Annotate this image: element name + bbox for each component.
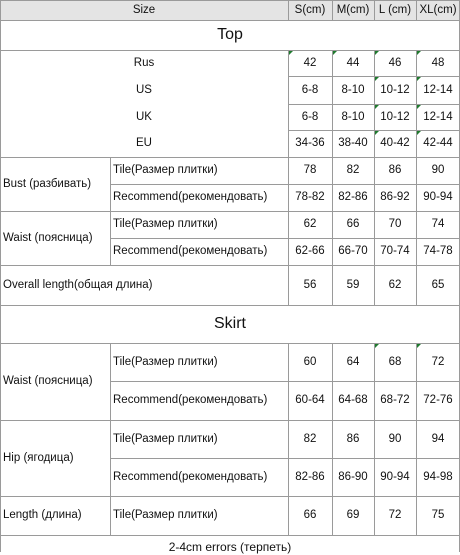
cell-corner-mark (333, 51, 337, 55)
grid-line (0, 420, 460, 421)
grid-line (0, 20, 460, 21)
cell-value: 68 (388, 355, 402, 368)
row-label-waist: Waist (поясница) (3, 375, 93, 388)
cell-value: 60-64 (295, 394, 325, 407)
grid-line (0, 50, 460, 51)
cell-corner-mark (417, 51, 421, 55)
cell-value: 65 (431, 278, 445, 291)
grid-line (110, 238, 460, 239)
cell-value: 60 (303, 355, 317, 368)
row-label-length: Length (длина) (3, 509, 82, 522)
row-label-waist: Waist (поясница) (3, 231, 93, 244)
row-label-us: US (136, 83, 152, 96)
cell-value: 12-14 (423, 83, 453, 96)
grid-line (110, 458, 460, 459)
footer-note: 2-4cm errors (терпеть) (168, 540, 292, 554)
cell-value: 90-94 (380, 470, 410, 483)
cell-value: 10-12 (380, 83, 410, 96)
cell-value: 74 (431, 218, 445, 231)
cell-value: 78-82 (295, 191, 325, 204)
cell-corner-mark (417, 77, 421, 81)
cell-value: 66 (303, 509, 317, 522)
cell-value: 90 (431, 164, 445, 177)
header-size-label: Size (132, 3, 156, 16)
cell-value: 59 (346, 278, 360, 291)
cell-value: 64-68 (338, 394, 368, 407)
grid-line (0, 0, 460, 1)
cell-value: 94-98 (423, 470, 453, 483)
cell-value: 44 (346, 56, 360, 69)
cell-value: 94 (431, 432, 445, 445)
cell-value: 12-14 (423, 110, 453, 123)
cell-corner-mark (289, 51, 293, 55)
cell-value: 56 (303, 278, 317, 291)
sub-label-recommend: Recommend(рекомендовать) (113, 191, 268, 204)
cell-value: 74-78 (423, 245, 453, 258)
sub-label-tile: Tile(Размер плитки) (113, 164, 218, 177)
sub-label-tile: Tile(Размер плитки) (113, 432, 218, 445)
cell-value: 40-42 (380, 137, 410, 150)
cell-value: 6-8 (301, 110, 319, 123)
grid-line (0, 211, 460, 212)
grid-line (110, 157, 111, 265)
grid-line (110, 343, 111, 535)
cell-value: 90 (388, 432, 402, 445)
row-label-rus: Rus (133, 56, 155, 69)
cell-value: 34-36 (295, 137, 325, 150)
cell-value: 72-76 (423, 394, 453, 407)
grid-line (0, 305, 460, 306)
cell-corner-mark (375, 344, 379, 348)
row-label-uk: UK (136, 110, 152, 123)
cell-value: 86-92 (380, 191, 410, 204)
section-title-skirt: Skirt (214, 315, 246, 333)
cell-corner-mark (375, 131, 379, 135)
cell-value: 90-94 (423, 191, 453, 204)
grid-line (0, 157, 460, 158)
grid-line (0, 496, 460, 497)
cell-corner-mark (417, 344, 421, 348)
section-title-top: Top (217, 26, 243, 44)
grid-line (416, 0, 417, 20)
header-col-m: M(cm) (336, 3, 370, 16)
cell-value: 72 (388, 509, 402, 522)
sub-label-tile: Tile(Размер плитки) (113, 355, 218, 368)
cell-value: 86-90 (338, 470, 368, 483)
grid-line (332, 343, 333, 535)
row-label-overall-length: Overall length(общая длина) (3, 278, 153, 291)
cell-value: 82 (303, 432, 317, 445)
cell-value: 8-10 (341, 83, 365, 96)
cell-value: 78 (303, 164, 317, 177)
cell-value: 6-8 (301, 83, 319, 96)
sub-label-tile: Tile(Размер плитки) (113, 509, 218, 522)
cell-value: 86 (388, 164, 402, 177)
grid-line (110, 184, 460, 185)
grid-line (0, 265, 460, 266)
cell-value: 69 (346, 509, 360, 522)
cell-value: 38-40 (338, 137, 368, 150)
cell-value: 86 (346, 432, 360, 445)
cell-value: 82 (346, 164, 360, 177)
header-col-xl: XL(cm) (419, 3, 457, 16)
cell-value: 42 (303, 56, 317, 69)
cell-value: 42-44 (423, 137, 453, 150)
grid-line (288, 0, 289, 20)
cell-value: 46 (388, 56, 402, 69)
header-col-l: L (cm) (378, 3, 412, 16)
cell-value: 62-66 (295, 245, 325, 258)
sub-label-recommend: Recommend(рекомендовать) (113, 245, 268, 258)
cell-value: 8-10 (341, 110, 365, 123)
grid-line (288, 50, 289, 305)
cell-value: 82-86 (338, 191, 368, 204)
cell-value: 70 (388, 218, 402, 231)
grid-line (374, 50, 375, 305)
sub-label-recommend: Recommend(рекомендовать) (113, 394, 268, 407)
cell-value: 75 (431, 509, 445, 522)
cell-value: 62 (388, 278, 402, 291)
grid-line (374, 0, 375, 20)
cell-corner-mark (375, 77, 379, 81)
grid-line (416, 50, 417, 305)
grid-line (110, 381, 460, 382)
cell-corner-mark (375, 105, 379, 109)
grid-line (332, 50, 333, 305)
row-label-hip: Hip (ягодица) (3, 451, 74, 464)
cell-value: 64 (346, 355, 360, 368)
cell-corner-mark (375, 51, 379, 55)
grid-line (0, 0, 1, 552)
cell-value: 62 (303, 218, 317, 231)
sub-label-recommend: Recommend(рекомендовать) (113, 470, 268, 483)
grid-line (416, 343, 417, 535)
header-col-s: S(cm) (294, 3, 326, 16)
sub-label-tile: Tile(Размер плитки) (113, 218, 218, 231)
cell-value: 10-12 (380, 110, 410, 123)
cell-corner-mark (417, 105, 421, 109)
cell-value: 66-70 (338, 245, 368, 258)
cell-value: 82-86 (295, 470, 325, 483)
row-label-eu: EU (136, 137, 152, 150)
cell-value: 72 (431, 355, 445, 368)
cell-value: 66 (346, 218, 360, 231)
grid-line (374, 343, 375, 535)
grid-line (332, 0, 333, 20)
cell-corner-mark (417, 131, 421, 135)
cell-value: 48 (431, 56, 445, 69)
grid-line (0, 343, 460, 344)
cell-value: 68-72 (380, 394, 410, 407)
grid-line (288, 343, 289, 535)
cell-value: 70-74 (380, 245, 410, 258)
row-label-bust: Bust (разбивать) (3, 177, 92, 190)
grid-line (0, 535, 460, 536)
